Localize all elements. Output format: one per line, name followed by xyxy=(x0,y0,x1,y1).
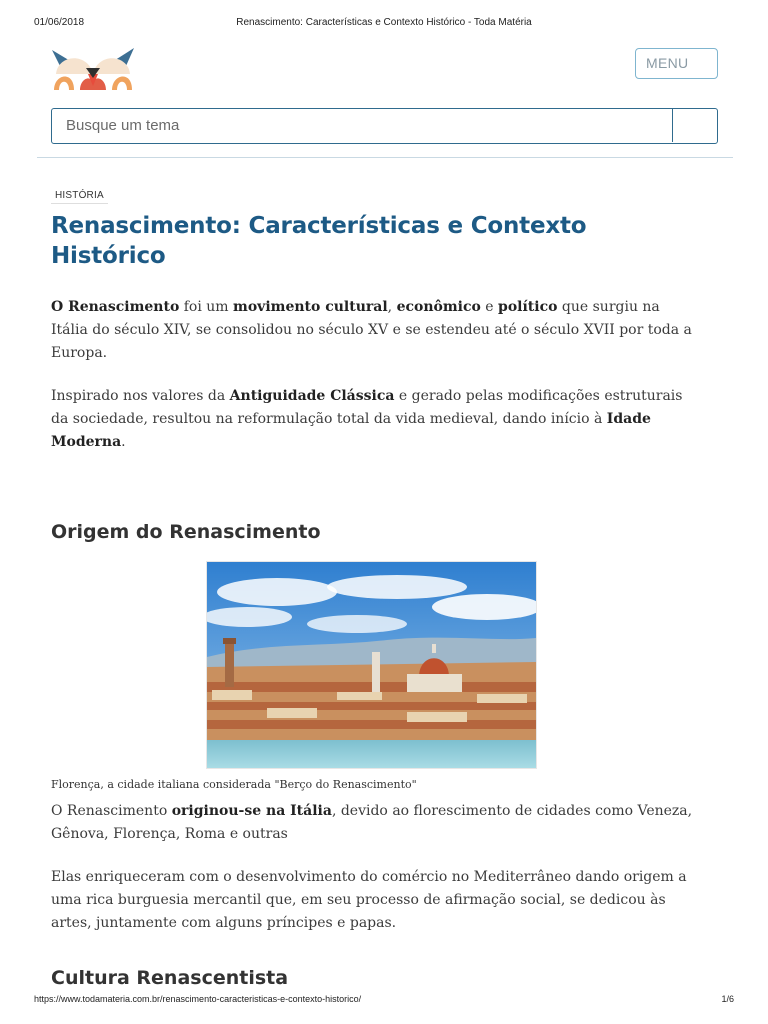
florence-image xyxy=(206,561,537,769)
section-heading-cultura: Cultura Renascentista xyxy=(51,967,289,989)
body-text: , xyxy=(387,299,397,315)
site-logo[interactable] xyxy=(50,44,136,96)
emphasis-text: Idade Moderna xyxy=(51,411,651,450)
intro-paragraph-2 xyxy=(51,385,701,454)
body-text: O Renascimento xyxy=(51,803,172,819)
body-text: que surgiu na Itália do século XIV, se consolidou no século XV e se estendeu até o século XVII por toda a Europa. xyxy=(51,299,692,361)
emphasis-text: político xyxy=(498,299,558,315)
search-bar xyxy=(51,108,718,144)
print-page-number: 1/6 xyxy=(721,994,734,1004)
print-page-title: Renascimento: Características e Contexto Histórico - Toda Matéria xyxy=(236,17,532,28)
body-text: e gerado pelas modificações estruturais da sociedade, resultou na reformulação total da vida medieval, dando início à xyxy=(51,388,683,427)
body-text: Inspirado nos valores da xyxy=(51,388,230,404)
category-tag[interactable]: HISTÓRIA xyxy=(51,188,108,204)
intro-paragraph-1 xyxy=(51,296,701,365)
print-date: 01/06/2018 xyxy=(34,17,85,28)
body-text: e xyxy=(480,299,499,315)
menu-button[interactable]: MENU xyxy=(635,48,718,79)
article-body xyxy=(51,183,701,991)
owl-logo-icon xyxy=(50,44,136,96)
emphasis-text: movimento cultural xyxy=(233,299,388,315)
emphasis-text: Antiguidade Clássica xyxy=(229,388,395,404)
body-text: , devido ao florescimento de cidades como Veneza, Gênova, Florença, Roma e outras xyxy=(51,803,693,842)
section-heading-origem: Origem do Renascimento xyxy=(51,521,321,543)
article-title: Renascimento: Características e Contexto Histórico xyxy=(51,213,587,269)
emphasis-text: originou-se na Itália xyxy=(171,803,332,819)
image-caption: Florença, a cidade italiana considerada "Berço do Renascimento" xyxy=(51,778,417,791)
print-url: https://www.todamateria.com.br/renascimento-caracteristicas-e-contexto-historico/ xyxy=(34,994,362,1004)
section1-paragraph-1 xyxy=(51,800,701,846)
body-text: . xyxy=(121,434,126,450)
body-text: Elas enriqueceram com o desenvolvimento do comércio no Mediterrâneo dando origem a uma rica burguesia mercantil que, em seu processo de afirmação social, se dedicou às artes, juntamente com alguns príncipes e papas. xyxy=(51,869,687,931)
section1-paragraph-2 xyxy=(51,866,701,935)
header-divider xyxy=(37,157,733,158)
emphasis-text: O Renascimento xyxy=(51,299,180,315)
body-text: foi um xyxy=(179,299,234,315)
search-input[interactable] xyxy=(52,109,672,142)
emphasis-text: econômico xyxy=(396,299,481,315)
florence-cityscape-image xyxy=(207,562,536,768)
search-button[interactable] xyxy=(672,109,717,142)
